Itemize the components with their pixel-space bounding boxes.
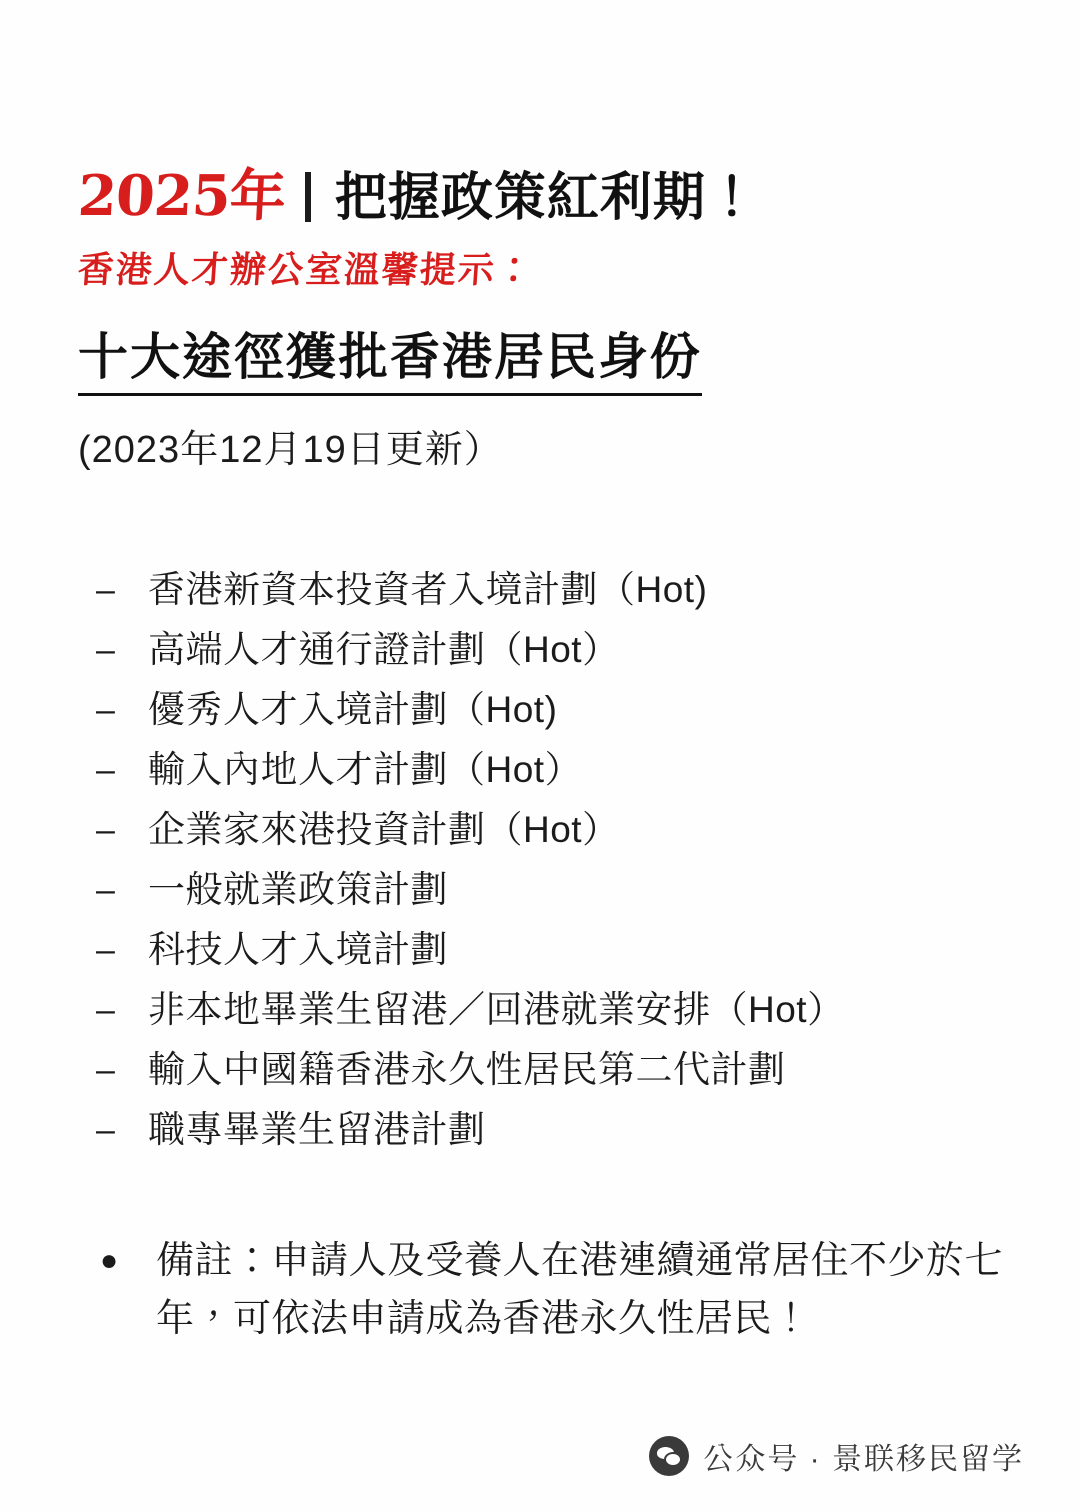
list-item <box>96 1040 1036 1100</box>
bullet-icon: ● <box>100 1244 119 1277</box>
list-item <box>96 920 1036 980</box>
list-marker: – <box>96 1111 116 1149</box>
list-item <box>96 1100 1036 1160</box>
list-marker: – <box>96 571 116 609</box>
watermark <box>649 1434 1024 1478</box>
page-title: 十大途徑獲批香港居民身份 <box>78 317 702 396</box>
list-marker: – <box>96 691 116 729</box>
list-marker: – <box>96 1051 116 1089</box>
list-item-label: 高端人才通行證計劃（Hot） <box>148 629 620 670</box>
subtitle-red: 香港人才辦公室溫馨提示： <box>76 250 536 291</box>
year-text: 2025年 <box>76 163 287 229</box>
note-text: 備註：申請人及受養人在港連續通常居住不少於七年，可依法申請成為香港永久性居民！ <box>156 1240 1004 1340</box>
list-marker: – <box>96 931 116 969</box>
list-item-label: 職專畢業生留港計劃 <box>148 1109 486 1150</box>
list-item <box>96 740 1036 800</box>
title-row <box>76 163 1008 229</box>
list-item <box>96 560 1036 620</box>
updated-date: (2023年12月19日更新） <box>78 429 503 471</box>
pathway-list <box>96 560 1036 1160</box>
list-item-label: 一般就業政策計劃 <box>148 869 448 910</box>
list-item-label: 香港新資本投資者入境計劃（Hot) <box>148 569 708 610</box>
title-main: 把握政策紅利期！ <box>334 169 759 227</box>
list-item <box>96 620 1036 680</box>
list-item-label: 優秀人才入境計劃（Hot) <box>148 689 558 730</box>
list-marker: – <box>96 811 116 849</box>
list-marker: – <box>96 751 116 789</box>
note-block <box>100 1232 1020 1348</box>
title-divider <box>305 172 311 222</box>
list-item-label: 企業家來港投資計劃（Hot） <box>148 809 620 850</box>
wechat-icon <box>649 1436 689 1476</box>
list-item-label: 非本地畢業生留港／回港就業安排（Hot） <box>148 989 845 1030</box>
list-item-label: 輸入內地人才計劃（Hot） <box>148 749 583 790</box>
list-item-label: 輸入中國籍香港永久性居民第二代計劃 <box>148 1049 786 1090</box>
list-item <box>96 800 1036 860</box>
list-item <box>96 860 1036 920</box>
list-item-label: 科技人才入境計劃 <box>148 929 448 970</box>
watermark-label: 公众号 · 景联移民留学 <box>703 1443 1024 1476</box>
list-marker: – <box>96 631 116 669</box>
list-marker: – <box>96 991 116 1029</box>
list-item <box>96 680 1036 740</box>
list-marker: – <box>96 871 116 909</box>
header-block <box>76 163 1008 473</box>
list-item <box>96 980 1036 1040</box>
